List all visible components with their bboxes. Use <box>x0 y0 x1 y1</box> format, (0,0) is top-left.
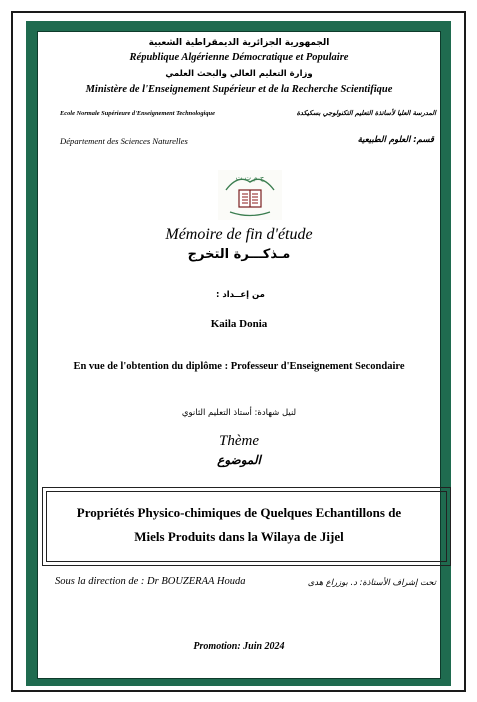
supervisor-ar: تحت إشراف الأستاذة: د. بوزراع هدى <box>307 577 436 587</box>
memoire-title-fr: Mémoire de fin d'étude <box>165 226 313 243</box>
thesis-title-box <box>42 487 451 566</box>
thesis-title-line1: Propriétés Physico-chimiques de Quelques Echantillons de <box>76 505 402 520</box>
cover-page <box>37 31 441 679</box>
school-name-fr: Ecole Normale Supérieure d'Enseignement Technologique <box>60 110 215 117</box>
school-name-ar: المدرسة العليا لأساتذة التعليم التكنولوجي بسكيكدة <box>296 109 436 117</box>
ministry-ar: وزارة التعليم العالي والبحث العلمي <box>165 69 313 79</box>
theme-label-ar: الموضوع <box>217 453 261 467</box>
theme-label-fr: Thème <box>219 433 259 449</box>
republic-ar: الجمهورية الجزائرية الديمقراطية الشعبية <box>148 38 330 48</box>
author-label-ar: من إعــداد : <box>216 290 265 300</box>
logo-text: ج م ت ت <box>235 174 265 182</box>
memoire-title-ar: مـذكـــرة التخرج <box>187 247 291 262</box>
department-ar: قسم: العلوم الطبيعية <box>357 135 434 145</box>
promotion-date: Promotion: Juin 2024 <box>193 641 285 652</box>
thesis-title-box-inner <box>46 491 447 562</box>
diploma-ar: لنيل شهادة: أستاذ التعليم الثانوي <box>181 408 297 418</box>
open-book-logo-icon <box>218 170 282 220</box>
thesis-title-line2: Miels Produits dans la Wilaya de Jijel <box>134 529 344 544</box>
school-logo <box>218 170 282 220</box>
republic-fr: République Algérienne Démocratique et Populaire <box>129 52 349 63</box>
diploma-fr: En vue de l'obtention du diplôme : Professeur d'Enseignement Secondaire <box>73 361 405 372</box>
author-name: Kaila Donia <box>210 318 268 330</box>
ministry-fr: Ministère de l'Enseignement Supérieur et de la Recherche Scientifique <box>85 84 393 95</box>
department-fr: Département des Sciences Naturelles <box>60 136 188 146</box>
supervisor-fr: Sous la direction de : Dr BOUZERAA Houda <box>55 576 246 587</box>
